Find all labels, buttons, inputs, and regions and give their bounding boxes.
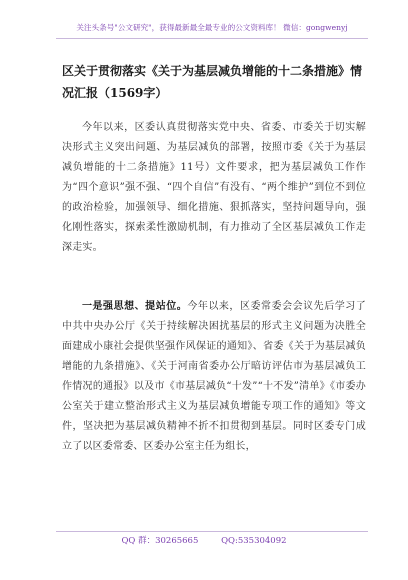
header-divider [56, 38, 368, 39]
header-banner: 关注头条号"公文研究"，获得最新最全最专业的公文资料库！ 微信：gongwenyj [76, 23, 348, 32]
footer-qq: QQ:535304092 [221, 536, 287, 546]
paragraph-2 [62, 297, 366, 457]
paragraph-2-lead: 一是强思想、提站位。 [82, 301, 188, 312]
footer-qq-group: QQ 群：30265665 [121, 536, 199, 546]
paragraph-2-body: 今年以来，区委常委会会议先后学习了中共中央办公厅《关于持续解决困扰基层的形式主义问题为决胜全面建成小康社会提供坚强作风保证的通知》、省委《关于为基层减负增能的九条措施》、《关于河南省委办公厅暗访评估市为基层减负工作情况的通报》以及市《市基层减负“十发”“十不发”清单》《市委办公室关于建立整治形式主义为基层减负增能专项工作的通知》等文件，坚决把为基层减负精神不折不扣贯彻到基层。同时区委专门成立了以区委常委、区委办公室主任为组长， [62, 301, 367, 452]
footer [0, 534, 408, 548]
document-title: 区关于贯彻落实《关于为基层减负增能的十二条措施》情况汇报（1569字） [62, 64, 363, 100]
paragraph-1: 今年以来，区委认真贯彻落实党中央、省委、市委关于切实解决形式主义突出问题、为基层减负的部署，按照市委《关于为基层减负增能的十二条措施》11号）文件要求，把为基层减负工作作为“四个意识”强不强、“四个自信”有没有、“两个维护”到位不到位的政治检验，加强领导、细化措施、狠抓落实，坚持问题导向，强化刚性落实，探索柔性激励机制，有力推动了全区基层减负工作走深走实。 [62, 122, 366, 253]
footer-divider [56, 531, 368, 532]
